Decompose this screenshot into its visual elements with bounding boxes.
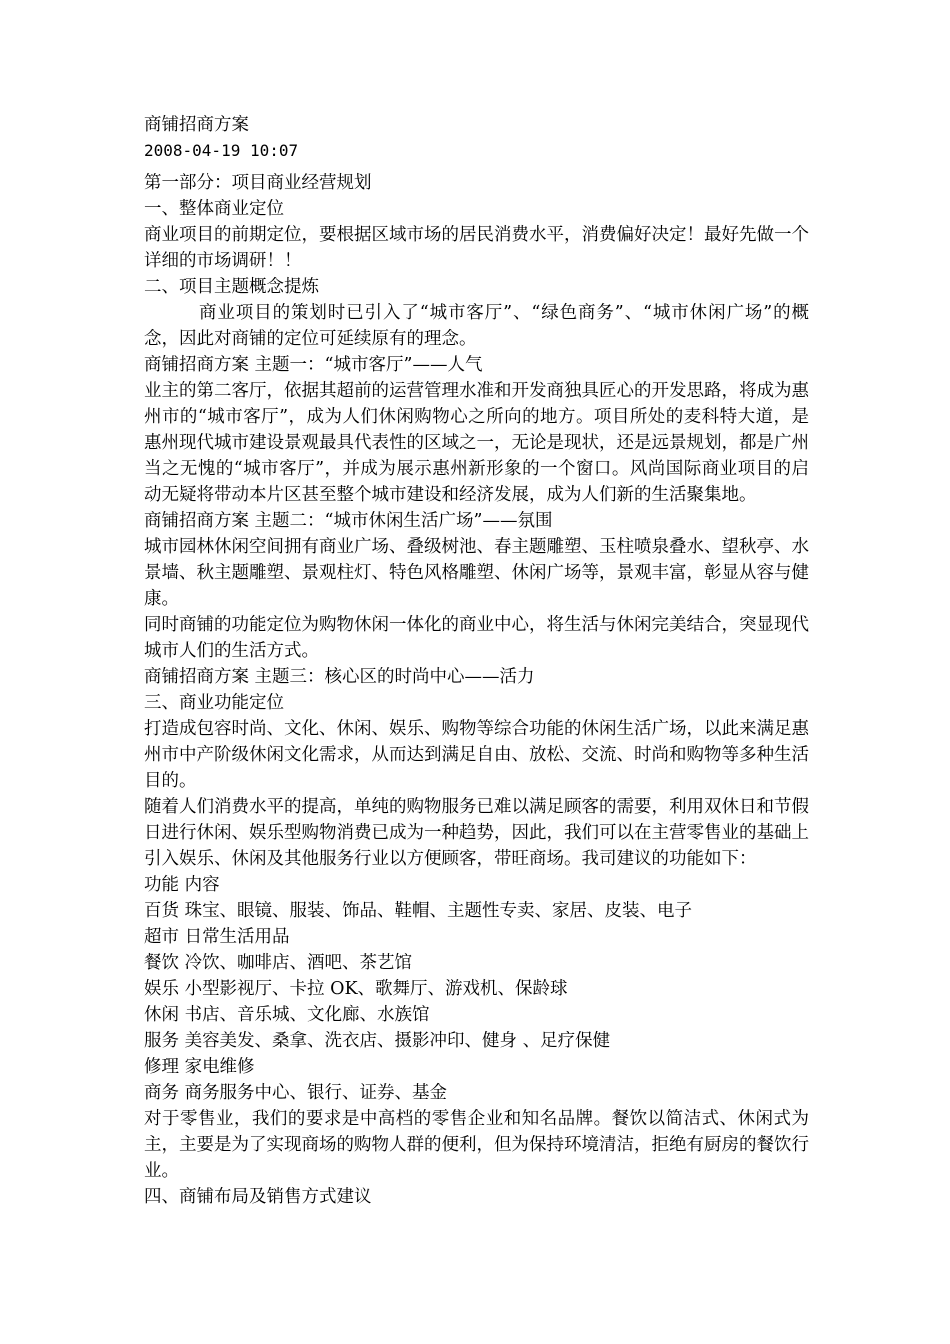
theme-text-1: 业主的第二客厅，依据其超前的运营管理水准和开发商独具匠心的开发思路，将成为惠州市的“城市客厅”，成为人们休闲购物心之所向的地方。项目所处的麦科特大道，是惠州现代城市建设景观最具代表性的区域之一，无论是现状，还是远景规划，都是广州当之无愧的“城市客厅”，并成为展示惠州新形象的一个窗口。风尚国际商业项目的启动无疑将带动本片区甚至整个城市建设和经济发展，成为人们新的生活聚集地。	[144, 381, 809, 505]
theme-heading-3: 商铺招商方案 主题三：核心区的时尚中心——活力	[144, 667, 535, 687]
function-list	[144, 872, 809, 1106]
theme-heading-2: 商铺招商方案 主题二：“城市休闲生活广场”——氛围	[144, 511, 553, 531]
section-text-1: 商业项目的前期定位，要根据区域市场的居民消费水平，消费偏好决定！最好先做一个详细的市场调研！！	[144, 225, 809, 271]
section-heading-4: 四、商铺布局及销售方式建议	[144, 1187, 372, 1207]
function-list-item: 百货 珠宝、眼镜、服装、饰品、鞋帽、主题性专卖、家居、皮装、电子	[144, 901, 693, 921]
document-body	[144, 112, 809, 1210]
section-heading-1: 一、整体商业定位	[144, 199, 284, 219]
function-list-item: 休闲 书店、音乐城、文化廊、水族馆	[144, 1005, 430, 1025]
theme-text-2b: 同时商铺的功能定位为购物休闲一体化的商业中心，将生活与休闲完美结合，突显现代城市人们的生活方式。	[144, 615, 809, 661]
function-list-item: 超市 日常生活用品	[144, 927, 290, 947]
function-list-item: 商务 商务服务中心、银行、证券、基金	[144, 1083, 448, 1103]
function-list-item: 娱乐 小型影视厅、卡拉 OK、歌舞厅、游戏机、保龄球	[144, 979, 568, 999]
part-heading: 第一部分：项目商业经营规划	[144, 173, 372, 193]
section-text-3b: 随着人们消费水平的提高，单纯的购物服务已难以满足顾客的需要，利用双休日和节假日进行休闲、娱乐型购物消费已成为一种趋势，因此，我们可以在主营零售业的基础上引入娱乐、休闲及其他服务行业以方便顾客，带旺商场。我司建议的功能如下：	[144, 797, 809, 869]
function-list-item: 修理 家电维修	[144, 1057, 255, 1077]
theme-heading-1: 商铺招商方案 主题一：“城市客厅”——人气	[144, 355, 483, 375]
section-text-2: 商业项目的策划时已引入了“城市客厅”、“绿色商务”、“城市休闲广场”的概念，因此对商铺的定位可延续原有的理念。	[144, 303, 809, 349]
theme-text-2a: 城市园林休闲空间拥有商业广场、叠级树池、春主题雕塑、玉柱喷泉叠水、望秋亭、水景墙、秋主题雕塑、景观柱灯、特色风格雕塑、休闲广场等，景观丰富，彰显从容与健康。	[144, 537, 809, 609]
section-text-3a: 打造成包容时尚、文化、休闲、娱乐、购物等综合功能的休闲生活广场，以此来满足惠州市中产阶级休闲文化需求，从而达到满足自由、放松、交流、时尚和购物等多种生活目的。	[144, 719, 809, 791]
section-text-3c: 对于零售业，我们的要求是中高档的零售企业和知名品牌。餐饮以简洁式、休闲式为主，主要是为了实现商场的购物人群的便利，但为保持环境清洁，拒绝有厨房的餐饮行业。	[144, 1109, 809, 1181]
function-list-header: 功能 内容	[144, 875, 220, 895]
section-heading-3: 三、商业功能定位	[144, 693, 284, 713]
section-heading-2: 二、项目主题概念提炼	[144, 277, 319, 297]
function-list-item: 服务 美容美发、桑拿、洗衣店、摄影冲印、健身 、足疗保健	[144, 1031, 611, 1051]
function-list-item: 餐饮 冷饮、咖啡店、酒吧、茶艺馆	[144, 953, 413, 973]
document-datetime: 2008-04-19 10:07	[144, 141, 299, 160]
document-title: 商铺招商方案	[144, 115, 249, 135]
